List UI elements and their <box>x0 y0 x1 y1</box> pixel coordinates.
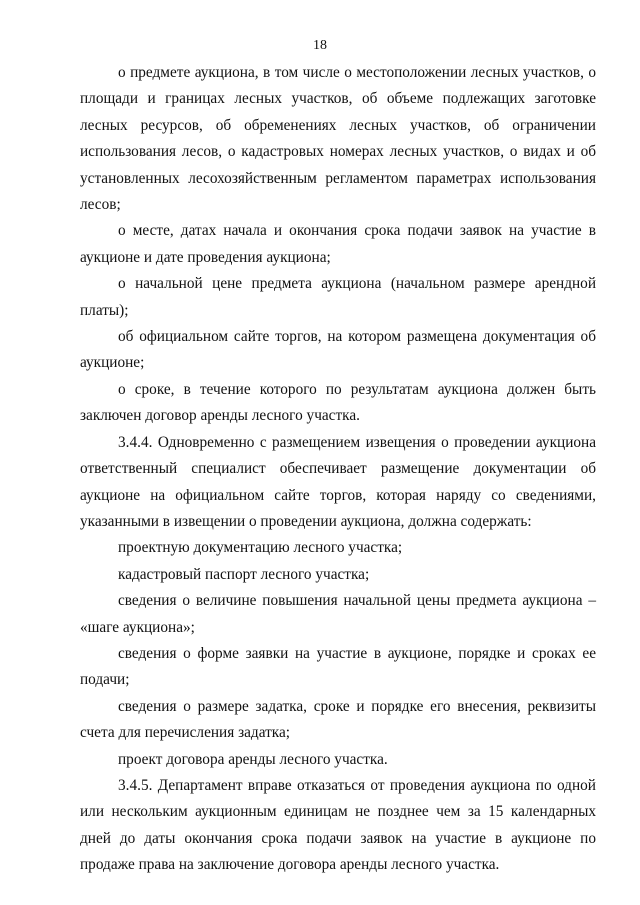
page-number: 18 <box>313 38 327 53</box>
paragraph-deposit: сведения о размере задатка, сроке и порядке его внесения, реквизиты счета для перечисления задатка; <box>80 697 596 742</box>
paragraph-auction-step: сведения о величине повышения начальной цены предмета аукциона – «шаге аукциона»; <box>80 592 596 636</box>
paragraph-application-form: сведения о форме заявки на участие в аукционе, порядке и сроках ее подачи; <box>80 644 596 689</box>
document-body <box>80 60 596 879</box>
paragraph-starting-price: о начальной цене предмета аукциона (начальном размере арендной платы); <box>80 275 596 319</box>
paragraph-auction-subject: о предмете аукциона, в том числе о местоположении лесных участков, о площади и границах лесных участков, об объеме подлежащих заготовке лесных ресурсов, об обременениях лесных участков, об ограничении использования лесов, о кадастровых номерах лесных участков, о видах и об установленных лесохозяйственным регламентом параметрах использования лесов; <box>80 64 596 214</box>
paragraph-contract-term: о сроке, в течение которого по результатам аукциона должен быть заключен договор аренды лесного участка. <box>80 380 596 425</box>
paragraph-official-site: об официальном сайте торгов, на котором размещена документация об аукционе; <box>80 328 596 372</box>
paragraph-draft-contract: проект договора аренды лесного участка. <box>118 750 388 768</box>
paragraph-cadastral-passport: кадастровый паспорт лесного участка; <box>118 565 370 583</box>
paragraph-project-documentation: проектную документацию лесного участка; <box>118 539 403 557</box>
paragraph-section-3-4-5: 3.4.5. Департамент вправе отказаться от проведения аукциона по одной или нескольким аукционным единицам не позднее чем за 15 календарных дней до даты окончания срока подачи заявок на участие в аукционе по продаже права на заключение договора аренды лесного участка. <box>80 776 596 874</box>
paragraph-section-3-4-4: 3.4.4. Одновременно с размещением извещения о проведении аукциона ответственный специалист обеспечивает размещение документации об аукционе на официальном сайте торгов, которая наряду со сведениями, указанными в извещении о проведении аукциона, должна содержать: <box>80 433 596 530</box>
paragraph-application-dates: о месте, датах начала и окончания срока подачи заявок на участие в аукционе и дате проведения аукциона; <box>80 222 596 266</box>
